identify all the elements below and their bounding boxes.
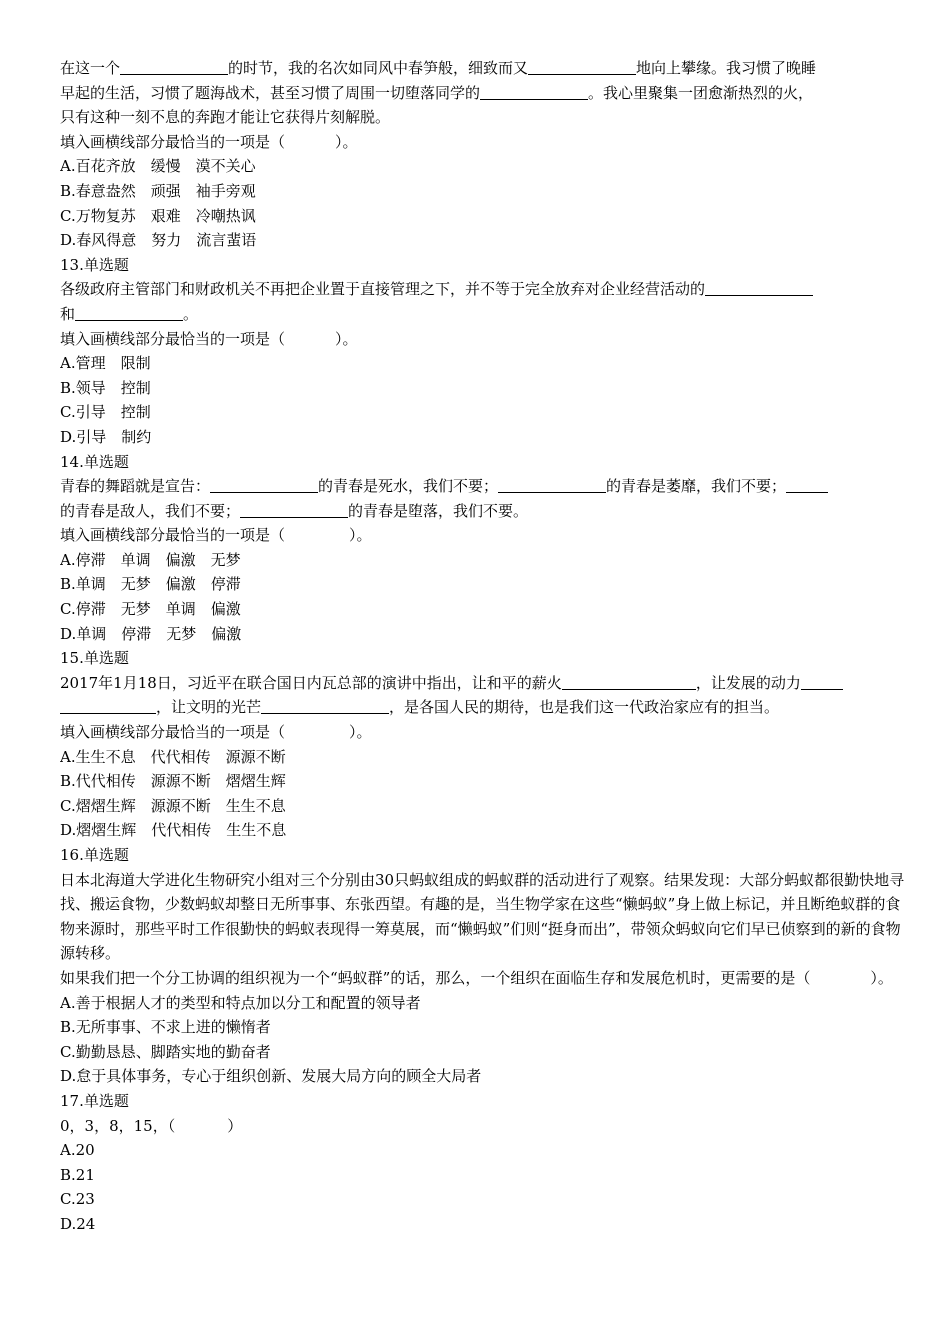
question-header: 14.单选题 — [60, 452, 129, 471]
question-17 — [60, 1089, 905, 1237]
q14-text: 的青春是死水，我们不要； — [318, 477, 499, 496]
q13-text: 。 — [183, 304, 199, 323]
prompt-text: 填入画横线部分最恰当的一项是（ — [60, 723, 286, 742]
option-c[interactable]: C.万物复苏 艰难 冷嘲热讽 — [60, 206, 256, 225]
question-header: 16.单选题 — [60, 846, 129, 864]
option-d[interactable]: D.单调 停滞 无梦 偏激 — [60, 624, 242, 643]
q14-stem-line-1 — [60, 474, 905, 499]
option-a[interactable]: A.停滞 单调 偏激 无梦 — [60, 550, 241, 569]
q15-text: ，让文明的光芒 — [156, 698, 262, 717]
answer-blank — [60, 697, 156, 714]
q14-text: 青春的舞蹈就是宣告： — [60, 477, 211, 496]
prompt-text: 填入画横线部分最恰当的一项是（ — [60, 132, 286, 151]
q15-prompt — [60, 720, 905, 745]
answer-blank — [120, 58, 228, 75]
q13-stem-line-2 — [60, 302, 905, 327]
answer-blank — [75, 304, 183, 321]
answer-blank — [705, 279, 813, 296]
option-d[interactable]: D.春风得意 努力 流言蜚语 — [60, 231, 257, 250]
question-13 — [60, 253, 905, 450]
q13-stem-line-1 — [60, 277, 905, 302]
q17-text: 0，3，8，15，（ — [60, 1116, 176, 1135]
question-12 — [60, 56, 905, 253]
q12-stem-line-3: 只有这种一刻不息的奔跑才能让它获得片刻解脱。 — [60, 108, 391, 127]
option-b[interactable]: B.代代相传 源源不断 熠熠生辉 — [60, 772, 286, 791]
answer-blank — [261, 697, 389, 714]
option-c[interactable]: C.熠熠生辉 源源不断 生生不息 — [60, 796, 286, 815]
q16-text: 如果我们把一个分工协调的组织视为一个“蚂蚁群”的话，那么，一个组织在面临生存和发展危机时，更需要的是（ — [60, 968, 811, 987]
question-header: 17.单选题 — [60, 1091, 129, 1110]
q14-prompt — [60, 523, 905, 548]
prompt-text: 填入画横线部分最恰当的一项是（ — [60, 526, 286, 545]
q15-stem-line-1 — [60, 671, 905, 696]
q13-text: 各级政府主管部门和财政机关不再把企业置于直接管理之下，并不等于完全放弃对企业经营活动的 — [60, 280, 706, 299]
q15-text: ，让发展的动力 — [695, 673, 801, 692]
prompt-text: ）。 — [349, 723, 372, 742]
q17-stem — [60, 1114, 905, 1139]
option-d[interactable]: D.怠于具体事务，专心于组织创新、发展大局方向的顾全大局者 — [60, 1067, 482, 1086]
answer-blank — [480, 83, 588, 100]
q16-question — [60, 966, 905, 991]
q16-passage: 日本北海道大学进化生物研究小组对三个分别由30只蚂蚁组成的蚂蚁群的活动进行了观察。结果发现：大部分蚂蚁都很勤快地寻找、搬运食物，少数蚂蚁却整日无所事事、东张西望。有趣的是，当生物学家在这些“懒蚂蚁”身上做上标记，并且断绝蚁群的食物来源时，那些平时工作很勤快的蚂蚁表现得一筹莫展，而“懒蚂蚁”们则“挺身而出”，带领众蚂蚁向它们早已侦察到的新的食物源转移。 — [60, 870, 905, 963]
option-b[interactable]: B.单调 无梦 偏激 停滞 — [60, 575, 241, 594]
answer-blank — [786, 476, 828, 493]
q14-text: 的青春是敌人，我们不要； — [60, 501, 241, 520]
q15-text: ，是各国人民的期待，也是我们这一代政治家应有的担当。 — [389, 698, 780, 717]
q14-text: 的青春是堕落，我们不要。 — [348, 501, 529, 520]
answer-blank — [528, 58, 636, 75]
option-c[interactable]: C.引导 控制 — [60, 403, 151, 422]
q12-text: 早起的生活，习惯了题海战术，甚至习惯了周围一切堕落同学的 — [60, 83, 481, 102]
q15-stem-line-2 — [60, 695, 905, 720]
q14-stem-line-2 — [60, 499, 905, 524]
q13-text: 和 — [60, 304, 76, 323]
question-14 — [60, 450, 905, 647]
q16-text: ）。 — [870, 968, 893, 987]
answer-blank — [210, 476, 318, 493]
exam-page — [60, 56, 905, 1237]
option-c[interactable]: C.停滞 无梦 单调 偏激 — [60, 600, 241, 619]
option-d[interactable]: D.熠熠生辉 代代相传 生生不息 — [60, 821, 287, 840]
q14-text: 的青春是萎靡，我们不要； — [606, 477, 787, 496]
q12-stem-line-1 — [60, 56, 905, 81]
question-header: 15.单选题 — [60, 649, 129, 668]
option-c[interactable]: C.23 — [60, 1190, 95, 1209]
q13-prompt — [60, 327, 905, 352]
q12-stem-line-2 — [60, 81, 905, 106]
option-d[interactable]: D.24 — [60, 1214, 96, 1233]
option-a[interactable]: A.管理 限制 — [60, 354, 151, 373]
answer-blank — [801, 673, 843, 690]
q12-prompt — [60, 130, 905, 155]
question-15 — [60, 646, 905, 843]
q17-text: ） — [227, 1116, 243, 1135]
q15-text: 2017年1月18日，习近平在联合国日内瓦总部的演讲中指出，让和平的薪火 — [60, 673, 562, 692]
q12-text: 。我心里聚集一团愈渐热烈的火， — [588, 83, 814, 102]
answer-blank — [562, 673, 696, 690]
option-a[interactable]: A.生生不息 代代相传 源源不断 — [60, 747, 286, 766]
option-d[interactable]: D.引导 制约 — [60, 427, 152, 446]
option-c[interactable]: C.勤勤恳恳、脚踏实地的勤奋者 — [60, 1042, 271, 1061]
option-a[interactable]: A.善于根据人才的类型和特点加以分工和配置的领导者 — [60, 993, 421, 1012]
prompt-text: 填入画横线部分最恰当的一项是（ — [60, 329, 286, 348]
option-b[interactable]: B.领导 控制 — [60, 378, 151, 397]
q12-text: 的时节，我的名次如同风中春笋般，细致而又 — [228, 59, 529, 77]
option-b[interactable]: B.无所事事、不求上进的懒惰者 — [60, 1018, 271, 1037]
answer-blank — [240, 501, 348, 518]
option-b[interactable]: B.21 — [60, 1165, 95, 1184]
prompt-text: ）。 — [335, 329, 358, 348]
option-b[interactable]: B.春意盎然 顽强 袖手旁观 — [60, 181, 256, 200]
option-a[interactable]: A.百花齐放 缓慢 漠不关心 — [60, 157, 256, 176]
q12-text: 地向上攀缘。我习惯了晚睡 — [636, 59, 817, 77]
question-header: 13.单选题 — [60, 255, 129, 274]
option-a[interactable]: A.20 — [60, 1141, 95, 1160]
prompt-text: ）。 — [349, 526, 372, 545]
prompt-text: ）。 — [335, 132, 358, 151]
q12-text: 在这一个 — [60, 59, 121, 77]
question-16 — [60, 843, 905, 1089]
answer-blank — [498, 476, 606, 493]
